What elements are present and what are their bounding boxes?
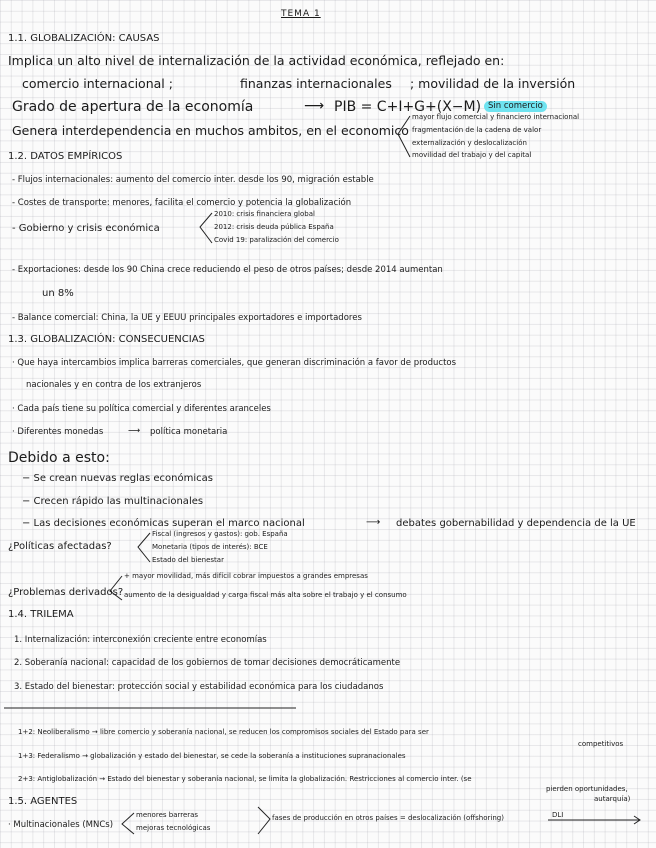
s11-line-2b: finanzas internacionales [240, 76, 392, 91]
dli-label: DLI [552, 811, 564, 819]
s11-item-3: externalización y deslocalización [412, 139, 527, 147]
highlight-sin-comercio: Sin comercio [484, 101, 547, 112]
problema-2: aumento de la desigualdad y carga fiscal más alta sobre el trabajo y el consumo [124, 591, 407, 599]
s12-bullet-1: - Flujos internacionales: aumento del comercio inter. desde los 90, migración estable [12, 175, 374, 185]
combo-2-3a: 2+3: Antiglobalización → Estado del bienestar y soberanía nacional, se limita la globalización. Restricciones al comercio inter. (se [18, 775, 472, 783]
s13-cons-1b: nacionales y en contra de los extranjeros [26, 380, 202, 390]
combo-1-2a: 1+2: Neoliberalismo → libre comercio y soberanía nacional, se reducen los compromisos sociales del Estado para ser [18, 728, 429, 736]
s11-item-1: mayor flujo comercial y financiero internacional [412, 113, 580, 121]
s11-line-2a: comercio internacional ; [22, 76, 173, 91]
mnc-item-1: menores barreras [136, 811, 199, 819]
politica-fiscal: Fiscal (ingresos y gastos): gob. España [152, 530, 288, 538]
mnc-item-2: mejoras tecnológicas [136, 824, 211, 832]
section-1-3-heading: 1.3. GLOBALIZACIÓN: CONSECUENCIAS [8, 334, 205, 345]
politicas-question: ¿Políticas afectadas? [8, 541, 112, 552]
trilema-3: 3. Estado del bienestar: protección social y estabilidad económica para los ciudadanos [14, 682, 384, 692]
section-1-5-heading: 1.5. AGENTES [8, 796, 78, 807]
trilema-2: 2. Soberanía nacional: capacidad de los gobiernos de tomar decisiones democráticamente [14, 658, 401, 668]
s11-line-4: Genera interdependencia en muchos ambitos, en el economico [12, 123, 409, 138]
s12-crisis-1: 2010: crisis financiera global [214, 210, 315, 218]
arrow-icon: ⟶ [366, 517, 381, 528]
s11-item-4: movilidad del trabajo y del capital [412, 151, 532, 159]
section-1-1-heading: 1.1. GLOBALIZACIÓN: CAUSAS [8, 33, 160, 44]
arrow-icon: ⟶ [304, 98, 325, 114]
s11-line-1: Implica un alto nivel de internalización de la actividad económica, reflejado en: [8, 53, 505, 68]
s13-cons-3a: · Diferentes monedas [12, 427, 104, 437]
s13-debido-2: − Crecen rápido las multinacionales [22, 496, 204, 507]
debido-heading: Debido a esto: [8, 450, 110, 466]
s11-item-2: fragmentación de la cadena de valor [412, 126, 542, 134]
combo-1-3: 1+3: Federalismo → globalización y estado del bienestar, se cede la soberanía a instituciones supranacionales [18, 752, 406, 760]
bracket-crisis [200, 213, 212, 243]
s13-debido-3b: debates gobernabilidad y dependencia de la UE [396, 518, 636, 529]
s12-bullet-3: - Gobierno y crisis económica [12, 223, 160, 234]
bracket-interdependencia [398, 116, 410, 157]
s11-line-3: Grado de apertura de la economía [12, 99, 254, 115]
combo-2-3b: pierden oportunidades, [546, 785, 628, 793]
section-1-2-heading: 1.2. DATOS EMPÍRICOS [8, 151, 123, 162]
pib-formula: PIB = C+I+G+(X−M) [334, 99, 482, 115]
s11-line-2c: ; movilidad de la inversión [410, 76, 576, 91]
s13-cons-3b: política monetaria [150, 427, 228, 437]
s12-crisis-3: Covid 19: paralización del comercio [214, 236, 339, 244]
bracket-politicas [138, 533, 150, 562]
agentes-mnc: · Multinacionales (MNCs) [8, 820, 114, 830]
s12-bullet-4b: un 8% [42, 288, 74, 299]
s12-bullet-4a: - Exportaciones: desde los 90 China crece reduciendo el peso de otros países; desde 2014 aumentan [12, 265, 443, 275]
s13-debido-1: − Se crean nuevas reglas económicas [22, 473, 213, 484]
page-title: TEMA 1 [281, 9, 321, 19]
section-1-4-heading: 1.4. TRILEMA [8, 609, 74, 620]
bracket-problemas [110, 576, 122, 600]
trilema-1: 1. Internalización: interconexión creciente entre economías [14, 635, 267, 645]
s12-bullet-2: - Costes de transporte: menores, facilita el comercio y potencia la globalización [12, 198, 352, 208]
s13-debido-3a: − Las decisiones económicas superan el marco nacional [22, 518, 305, 529]
bracket-mnc-close [258, 807, 270, 834]
s13-cons-2: · Cada país tiene su política comercial y diferentes aranceles [12, 404, 271, 414]
combo-2-3c: autarquía) [594, 795, 631, 803]
combo-1-2b: competitivos [578, 740, 624, 748]
s12-bullet-5: - Balance comercial: China, la UE y EEUU principales exportadores e importadores [12, 313, 362, 323]
s13-cons-1a: · Que haya intercambios implica barreras comerciales, que generan discriminación a favor de productos [12, 358, 457, 368]
s12-crisis-2: 2012: crisis deuda pública España [214, 223, 334, 231]
problemas-question: ¿Problemas derivados? [8, 587, 124, 598]
bracket-mnc-open [122, 813, 134, 834]
mnc-result: fases de producción en otros países = deslocalización (offshoring) [272, 814, 504, 822]
politica-bienestar: Estado del bienestar [152, 556, 224, 564]
politica-monetaria: Monetaria (tipos de interés): BCE [152, 543, 268, 551]
problema-1: + mayor movilidad, más difícil cobrar impuestos a grandes empresas [124, 572, 368, 580]
arrow-icon: ⟶ [128, 426, 141, 436]
